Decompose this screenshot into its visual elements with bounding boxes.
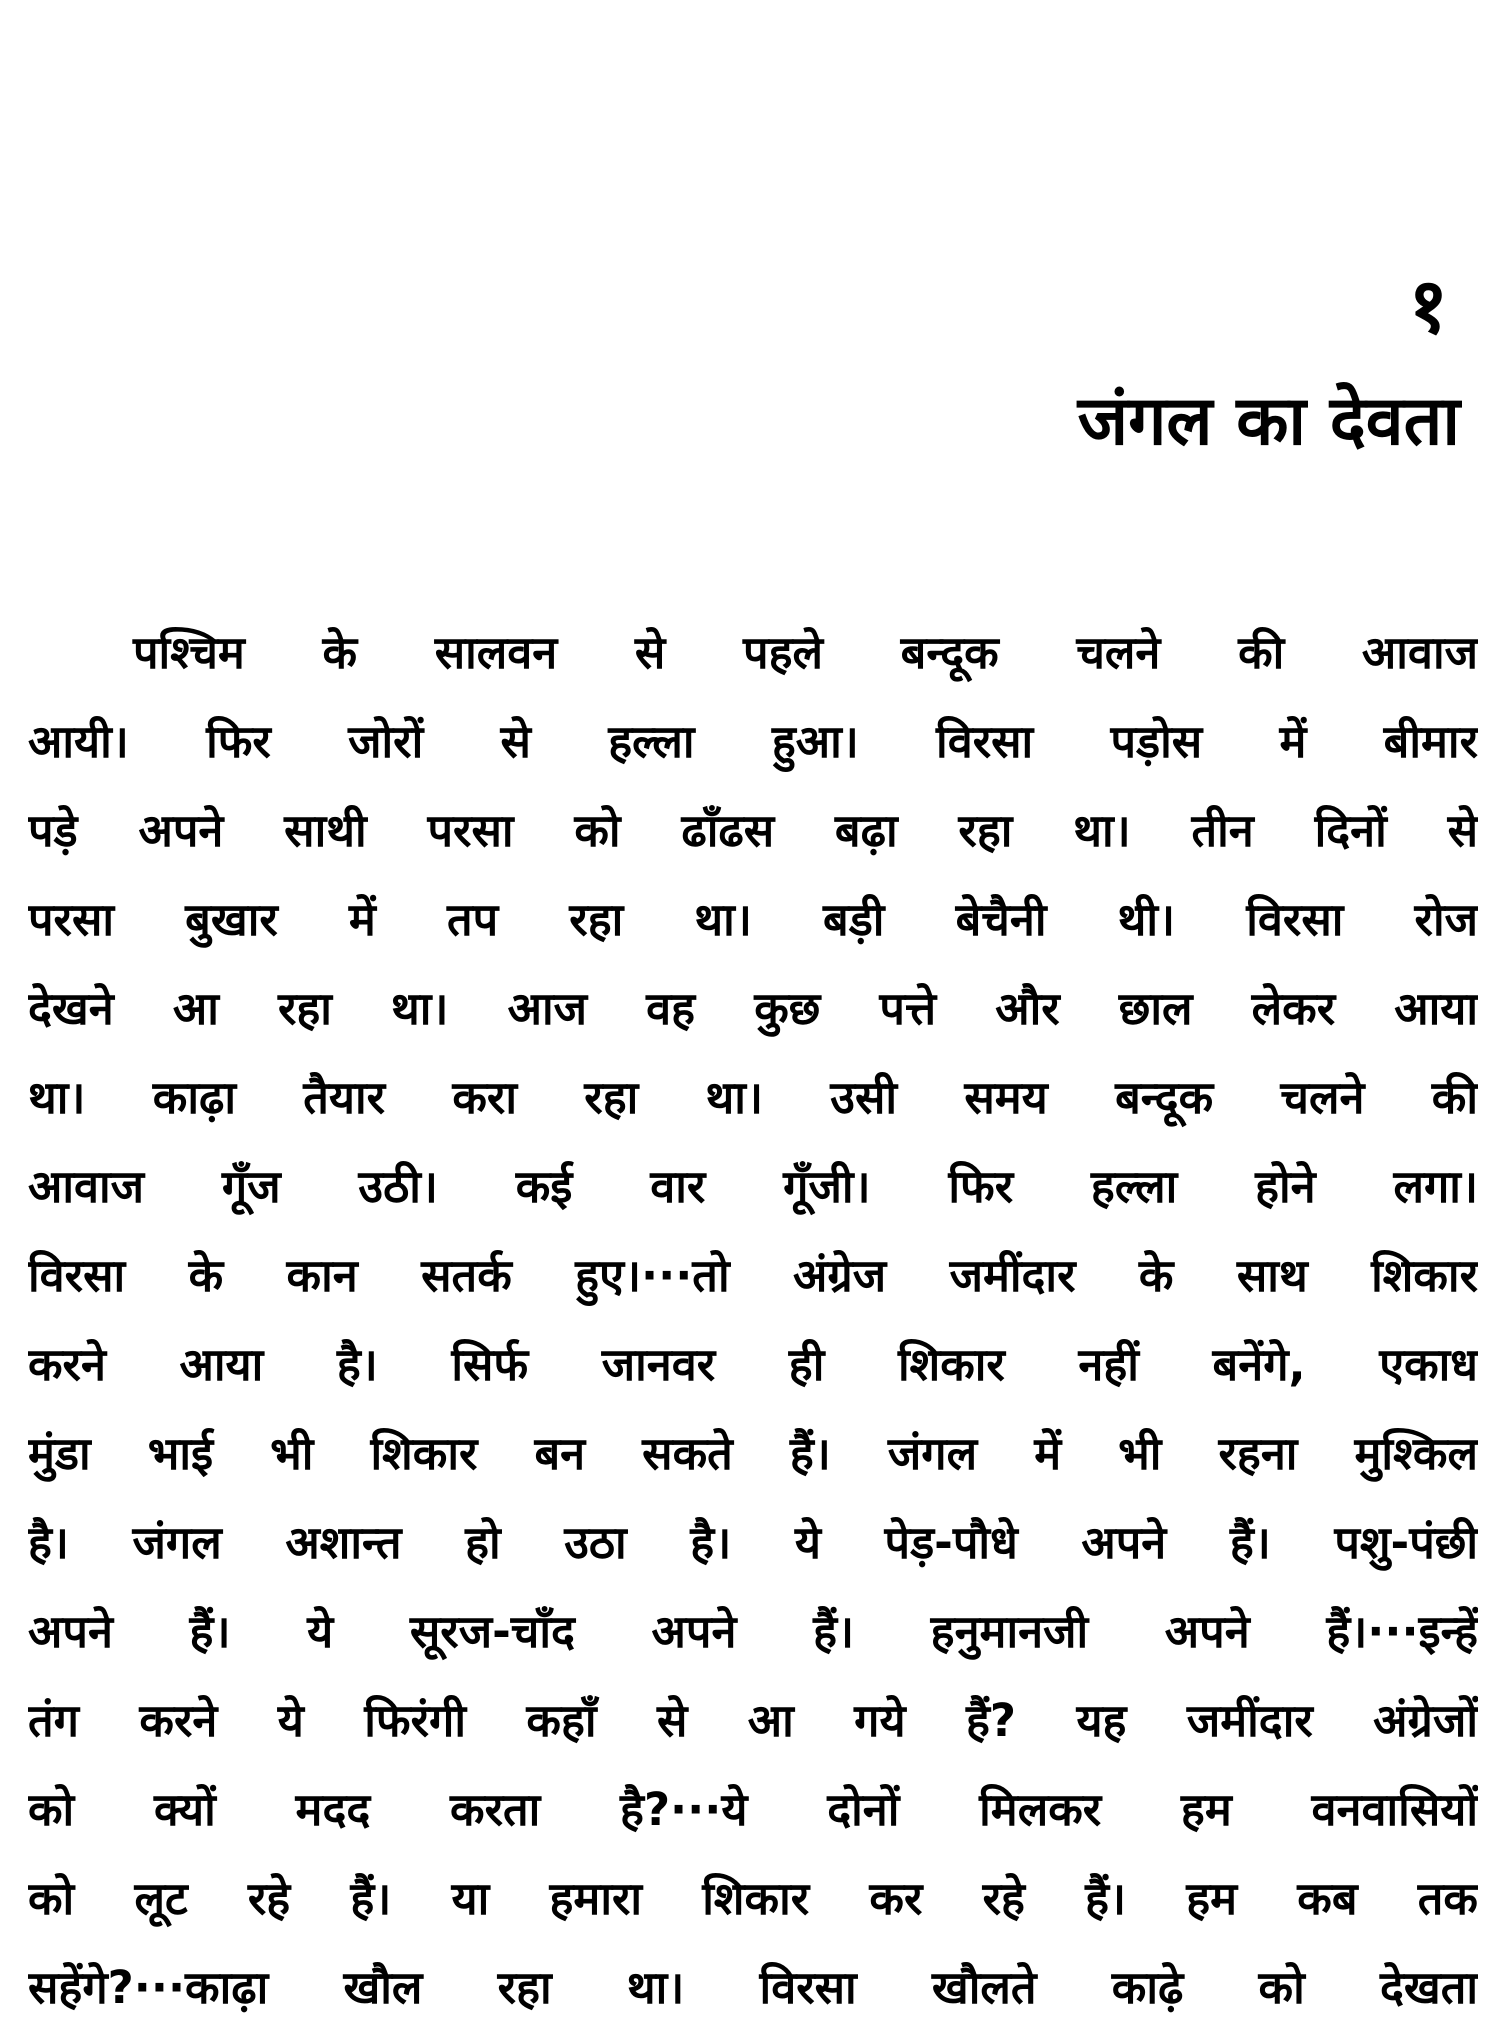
text-line: करने आया है। सिर्फ जानवर ही शिकार नहीं बनेंगे, एकाध bbox=[28, 1338, 1478, 1391]
body-paragraph bbox=[28, 608, 1478, 2032]
text-line: सहेंगे?···काढ़ा खौल रहा था। विरसा खौलते काढ़े को देखता bbox=[28, 1961, 1478, 2014]
text-line: को क्यों मदद करता है?···ये दोनों मिलकर हम वनवासियों bbox=[28, 1783, 1478, 1836]
text-line: आवाज गूँज उठी। कई वार गूँजी। फिर हल्ला होने लगा। bbox=[28, 1160, 1478, 1213]
text-line: है। जंगल अशान्त हो उठा है। ये पेड़-पौधे अपने हैं। पशु-पंछी bbox=[28, 1516, 1478, 1569]
text-line: मुंडा भाई भी शिकार बन सकते हैं। जंगल में भी रहना मुश्किल bbox=[28, 1427, 1478, 1480]
chapter-number: १ bbox=[1408, 261, 1448, 350]
chapter-title: जंगल का देवता bbox=[1077, 382, 1460, 461]
text-line: को लूट रहे हैं। या हमारा शिकार कर रहे हैं। हम कब तक bbox=[28, 1872, 1478, 1925]
text-line: पश्चिम के सालवन से पहले बन्दूक चलने की आवाज bbox=[133, 626, 1478, 679]
text-line: परसा बुखार में तप रहा था। बड़ी बेचैनी थी। विरसा रोज bbox=[28, 893, 1478, 946]
text-line: तंग करने ये फिरंगी कहाँ से आ गये हैं? यह जमींदार अंग्रेजों bbox=[28, 1694, 1478, 1747]
text-line: था। काढ़ा तैयार करा रहा था। उसी समय बन्दूक चलने की bbox=[28, 1071, 1478, 1124]
text-line: देखने आ रहा था। आज वह कुछ पत्ते और छाल लेकर आया bbox=[28, 982, 1478, 1035]
text-line: विरसा के कान सतर्क हुए।···तो अंग्रेज जमींदार के साथ शिकार bbox=[28, 1249, 1478, 1302]
text-line: आयी। फिर जोरों से हल्ला हुआ। विरसा पड़ोस में बीमार bbox=[28, 715, 1478, 768]
text-line: पड़े अपने साथी परसा को ढाँढस बढ़ा रहा था। तीन दिनों से bbox=[28, 804, 1478, 857]
text-line: अपने हैं। ये सूरज-चाँद अपने हैं। हनुमानजी अपने हैं।···इन्हें bbox=[28, 1605, 1478, 1658]
